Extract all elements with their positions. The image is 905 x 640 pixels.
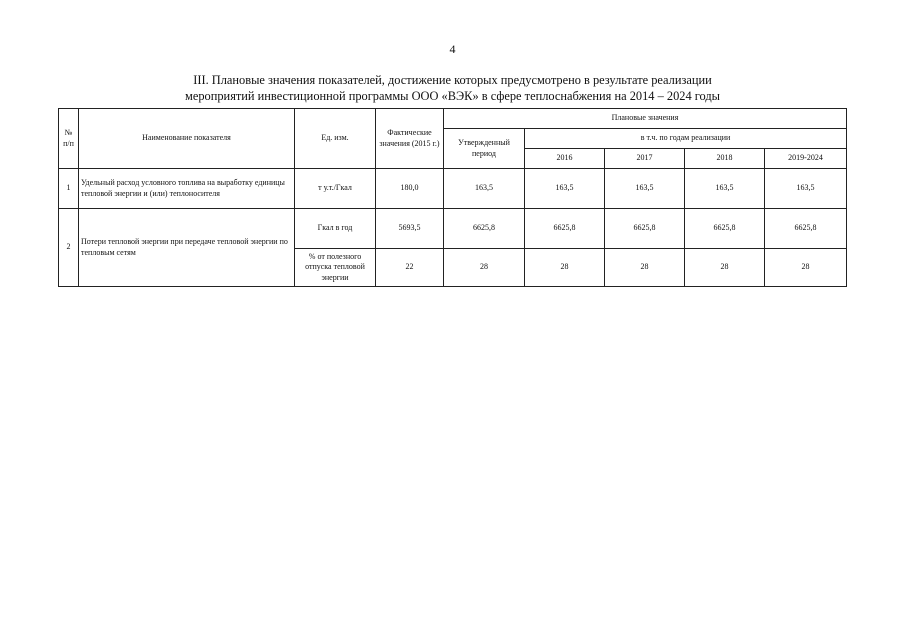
- header-approved-period: Утвержденный период: [444, 129, 525, 169]
- indicators-table: [58, 108, 847, 287]
- row-year-value: 6625,8: [765, 209, 847, 249]
- row-year-value: 28: [765, 249, 847, 287]
- header-name: Наименование показателя: [79, 109, 295, 169]
- section-title: [100, 72, 805, 104]
- row-unit: Гкал в год: [295, 209, 376, 249]
- header-by-years: в т.ч. по годам реализации: [525, 129, 847, 149]
- row-name: Удельный расход условного топлива на выработку единицы тепловой энергии и (или) теплоносителя: [79, 169, 295, 209]
- row-actual: 180,0: [376, 169, 444, 209]
- header-num: № п/п: [59, 109, 79, 169]
- table-row: [59, 169, 847, 209]
- row-year-value: 28: [605, 249, 685, 287]
- row-year-value: 28: [685, 249, 765, 287]
- header-year: 2018: [685, 149, 765, 169]
- row-year-value: 6625,8: [685, 209, 765, 249]
- table-row: [59, 209, 847, 249]
- row-approved: 28: [444, 249, 525, 287]
- row-year-value: 163,5: [525, 169, 605, 209]
- row-year-value: 28: [525, 249, 605, 287]
- row-approved: 6625,8: [444, 209, 525, 249]
- header-actual: Фактические значения (2015 г.): [376, 109, 444, 169]
- header-year: 2019-2024: [765, 149, 847, 169]
- row-num: 2: [59, 209, 79, 287]
- section-title-line-1: III. Плановые значения показателей, достижение которых предусмотрено в результате реализации: [193, 73, 712, 87]
- row-year-value: 163,5: [605, 169, 685, 209]
- row-year-value: 6625,8: [605, 209, 685, 249]
- row-year-value: 163,5: [765, 169, 847, 209]
- row-name: Потери тепловой энергии при передаче тепловой энергии по тепловым сетям: [79, 209, 295, 287]
- row-num: 1: [59, 169, 79, 209]
- header-year: 2016: [525, 149, 605, 169]
- row-actual: 5693,5: [376, 209, 444, 249]
- page-number: 4: [449, 42, 456, 56]
- row-approved: 163,5: [444, 169, 525, 209]
- header-planned: Плановые значения: [444, 109, 847, 129]
- row-year-value: 6625,8: [525, 209, 605, 249]
- header-year: 2017: [605, 149, 685, 169]
- row-unit: т у.т./Гкал: [295, 169, 376, 209]
- row-year-value: 163,5: [685, 169, 765, 209]
- header-row-1: [59, 109, 847, 129]
- row-unit: % от полезного отпуска тепловой энергии: [295, 249, 376, 287]
- row-actual: 22: [376, 249, 444, 287]
- header-unit: Ед. изм.: [295, 109, 376, 169]
- section-title-line-2: мероприятий инвестиционной программы ООО «ВЭК» в сфере теплоснабжения на 2014 – 2024 годы: [185, 89, 720, 103]
